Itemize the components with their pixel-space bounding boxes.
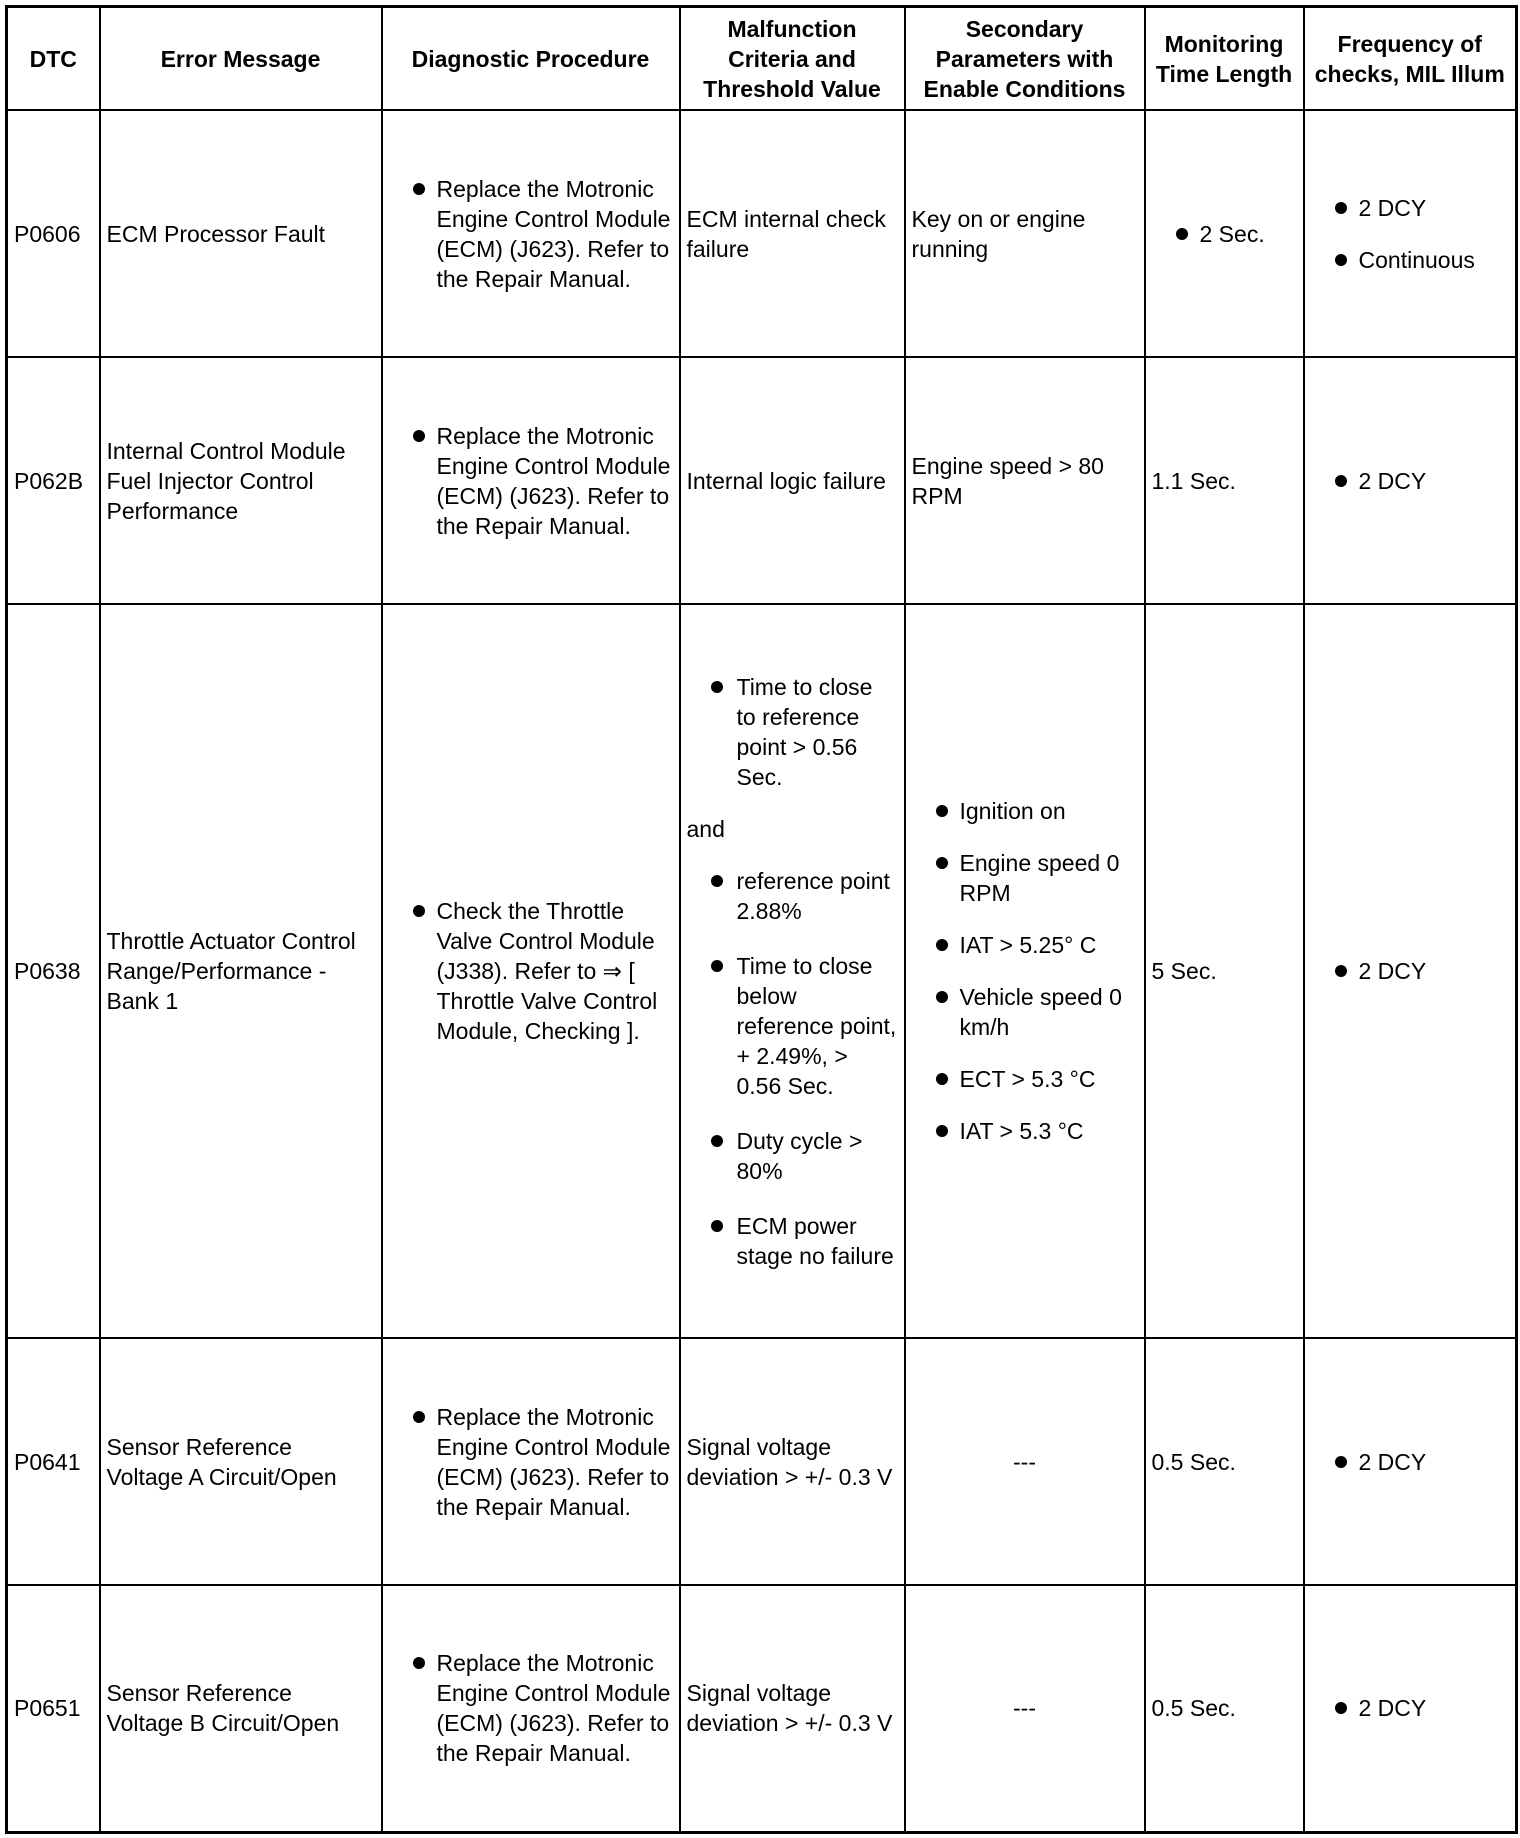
cell-dtc: P062B: [7, 357, 100, 604]
cell-error-message: Throttle Actuator Control Range/Performance - Bank 1: [100, 604, 382, 1338]
cell-error-message: Sensor Reference Voltage A Circuit/Open: [100, 1338, 382, 1585]
cell-error-message: Sensor Reference Voltage B Circuit/Open: [100, 1585, 382, 1832]
frequency-item: 2 DCY: [1311, 956, 1510, 986]
secondary-list: [912, 796, 1138, 1146]
frequency-item: 2 DCY: [1311, 1693, 1510, 1723]
cell-dtc: P0651: [7, 1585, 100, 1832]
frequency-item: Continuous: [1311, 245, 1510, 275]
table-row: [7, 604, 1517, 1338]
cell-malfunction: Signal voltage deviation > +/- 0.3 V: [680, 1338, 905, 1585]
secondary-item: IAT > 5.25° C: [912, 930, 1138, 960]
procedure-item: Replace the Motronic Engine Control Module (ECM) (J623). Refer to the Repair Manual.: [389, 421, 673, 541]
cell-procedure: [382, 1585, 680, 1832]
header-frequency: Frequency of checks, MIL Illum: [1304, 7, 1517, 111]
header-malfunction-criteria: Malfunction Criteria and Threshold Value: [680, 7, 905, 111]
procedure-list: [389, 174, 673, 294]
cell-malfunction: [680, 604, 905, 1338]
procedure-list: [389, 421, 673, 541]
malfunction-list-pre: [687, 672, 898, 792]
secondary-item: ECT > 5.3 °C: [912, 1064, 1138, 1094]
frequency-item: 2 DCY: [1311, 193, 1510, 223]
frequency-list: [1311, 1447, 1510, 1477]
dtc-table: [5, 5, 1518, 1834]
cell-frequency: [1304, 1585, 1517, 1832]
malfunction-list-post: [687, 866, 898, 1271]
secondary-item: Ignition on: [912, 796, 1138, 826]
procedure-list: [389, 1402, 673, 1522]
cell-frequency: [1304, 110, 1517, 357]
header-dtc: DTC: [7, 7, 100, 111]
cell-malfunction: Internal logic failure: [680, 357, 905, 604]
frequency-item: 2 DCY: [1311, 1447, 1510, 1477]
frequency-list: [1311, 466, 1510, 496]
table-row: [7, 110, 1517, 357]
cell-monitoring: 0.5 Sec.: [1145, 1338, 1304, 1585]
cell-procedure: [382, 110, 680, 357]
procedure-item: Check the Throttle Valve Control Module (J338). Refer to ⇒ [ Throttle Valve Control Module, Checking ].: [389, 896, 673, 1046]
cell-secondary: Key on or engine running: [905, 110, 1145, 357]
table-row: [7, 1338, 1517, 1585]
monitoring-item: 2 Sec.: [1152, 219, 1297, 249]
cell-monitoring: [1145, 110, 1304, 357]
malfunction-item: Time to close below reference point, + 2.49%, > 0.56 Sec.: [687, 951, 898, 1101]
procedure-item: Replace the Motronic Engine Control Module (ECM) (J623). Refer to the Repair Manual.: [389, 1402, 673, 1522]
cell-secondary: [905, 604, 1145, 1338]
procedure-list: [389, 1648, 673, 1768]
cell-error-message: Internal Control Module Fuel Injector Control Performance: [100, 357, 382, 604]
malfunction-item: Duty cycle > 80%: [687, 1126, 898, 1186]
cell-dtc: P0606: [7, 110, 100, 357]
malfunction-and-text: and: [686, 815, 725, 842]
cell-monitoring: 1.1 Sec.: [1145, 357, 1304, 604]
cell-error-message: ECM Processor Fault: [100, 110, 382, 357]
cell-monitoring: 5 Sec.: [1145, 604, 1304, 1338]
procedure-item: Replace the Motronic Engine Control Module (ECM) (J623). Refer to the Repair Manual.: [389, 174, 673, 294]
cell-frequency: [1304, 1338, 1517, 1585]
secondary-item: Vehicle speed 0 km/h: [912, 982, 1138, 1042]
procedure-list: [389, 896, 673, 1046]
header-secondary-parameters: Secondary Parameters with Enable Conditions: [905, 7, 1145, 111]
frequency-list: [1311, 193, 1510, 275]
cell-secondary: Engine speed > 80 RPM: [905, 357, 1145, 604]
cell-secondary: ---: [905, 1585, 1145, 1832]
header-diagnostic-procedure: Diagnostic Procedure: [382, 7, 680, 111]
cell-procedure: [382, 1338, 680, 1585]
cell-procedure: [382, 604, 680, 1338]
malfunction-item: Time to close to reference point > 0.56 Sec.: [687, 672, 898, 792]
cell-dtc: P0641: [7, 1338, 100, 1585]
table-row: [7, 357, 1517, 604]
cell-secondary: ---: [905, 1338, 1145, 1585]
header-row: [7, 7, 1517, 111]
secondary-item: Engine speed 0 RPM: [912, 848, 1138, 908]
header-monitoring-time: Monitoring Time Length: [1145, 7, 1304, 111]
table-row: [7, 1585, 1517, 1832]
frequency-list: [1311, 956, 1510, 986]
cell-dtc: P0638: [7, 604, 100, 1338]
monitoring-list: [1152, 219, 1297, 249]
frequency-list: [1311, 1693, 1510, 1723]
cell-frequency: [1304, 604, 1517, 1338]
procedure-item: Replace the Motronic Engine Control Module (ECM) (J623). Refer to the Repair Manual.: [389, 1648, 673, 1768]
header-error-message: Error Message: [100, 7, 382, 111]
cell-frequency: [1304, 357, 1517, 604]
malfunction-item: reference point 2.88%: [687, 866, 898, 926]
cell-monitoring: 0.5 Sec.: [1145, 1585, 1304, 1832]
cell-malfunction: ECM internal check failure: [680, 110, 905, 357]
frequency-item: 2 DCY: [1311, 466, 1510, 496]
cell-procedure: [382, 357, 680, 604]
cell-malfunction: Signal voltage deviation > +/- 0.3 V: [680, 1585, 905, 1832]
malfunction-item: ECM power stage no failure: [687, 1211, 898, 1271]
secondary-item: IAT > 5.3 °C: [912, 1116, 1138, 1146]
